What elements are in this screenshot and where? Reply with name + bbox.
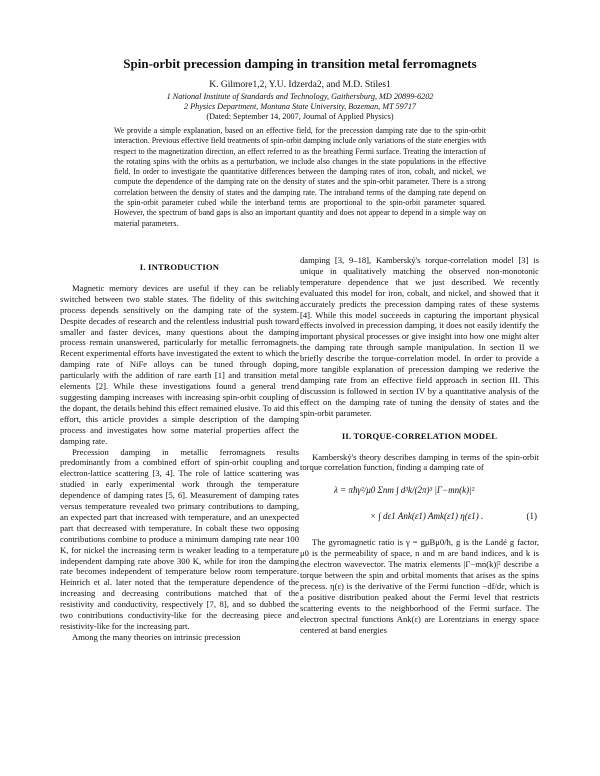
section-1-heading: I. INTRODUCTION: [139, 262, 220, 272]
affiliation-1: 1 National Institute of Standards and Technology, Gaithersburg, MD 20899-6202: [166, 92, 434, 101]
right-paragraph-1: damping [3, 9–18], Kamberský's torque-correlation model [3] is unique in qualitatively matching the observed non-monotonic temperature dependence that we just described. We recently evaluated this model for iron, cobalt, and nickel, and showed that it accurately predicts the precession damping rates of these systems [4]. While this model succeeds in capturing the important physical effects involved in precession damping, it does not easily identify the important physical processes or give insight into how one might alter the damping rate through sample manipulation. In section II we briefly describe the torque-correlation model. In order to provide a more tangible explanation of precession damping we rederive the damping rate from an effective field approach in section III. This discussion is followed in section IV by a quantitative analysis of the effect on the damping rate of tuning the density of states and the spin-orbit parameter.: [300, 255, 539, 418]
right-column: [300, 255, 539, 635]
right-paragraph-2: Kamberský's theory describes damping in terms of the spin-orbit torque correlation function, finding a damping rate of: [300, 451, 539, 473]
intro-paragraph-2: Precession damping in metallic ferromagnets results predominantly from a combined effort of spin-orbit coupling and electron-lattice scattering [3, 4]. The role of lattice scattering was studied in early experimental work through the temperature dependence of damping rates [5, 6]. Measurement of damping rates versus temperature revealed two primary contributions to damping, an expected part that increased with temperature, and an unexpected part that decreased with temperature. In cobalt these two opposing contributions combine to produce a minimum damping rate near 100 K, for nickel the increasing term is weaker leading to a temperature independent damping rate above 300 K, while for iron the damping rate becomes independent of temperature below room temperature. Heinrich et al. later noted that the temperature dependence of the increasing and decreasing contributions matched that of the resistivity and conductivity, respectively [7, 8], and so dubbed the two contributions conductivity-like for the decreasing piece and resistivity-like for the increasing part.: [60, 446, 299, 631]
section-2-heading: II. TORQUE-CORRELATION MODEL: [341, 430, 498, 441]
intro-paragraph-1: Magnetic memory devices are useful if they can be reliably switched between two stable states. The fidelity of this switching process depends sensitively on the damping rate of the system. Despite decades of research and the relentless industrial push toward smaller and faster devices, many questions about the damping process remain unanswered, particularly for metallic ferromagnets. Recent experimental efforts have investigated the extent to which the damping rate of NiFe alloys can be tuned through doping, particularly with the addition of rare earth [1] and transition metal elements [2]. While these investigations found a general trend suggesting damping increases with increasing spin-orbit coupling of the dopant, the details behind this effect remained elusive. To aid this effort, this article provides a simple description of the damping process and investigates how some material properties affect the damping rate.: [60, 282, 299, 446]
paper-title: Spin-orbit precession damping in transition metal ferromagnets: [123, 56, 477, 71]
left-column: [60, 262, 299, 643]
author-list: K. Gilmore1,2, Y.U. Idzerda2, and M.D. Stiles1: [209, 80, 391, 90]
equation-line-1: λ = πħγ²/μ0 Σnm ∫ d³k/(2π)³ |Γ−mn(k)|²: [334, 485, 475, 496]
equation-number: (1): [526, 511, 537, 522]
abstract: We provide a simple explanation, based on an effective field, for the precession damping rate due to the spin-orbit interaction. Previous effective field treatments of spin-orbit damping include only variations of the state energies with respect to the magnetization direction, an effect referred to as the breathing Fermi surface. Treating the interaction of the rotating spins with the orbits as a perturbation, we include also changes in the state populations in the effective field. In order to investigate the quantitative differences between the damping rates of iron, cobalt, and nickel, we compute the dependence of the damping rate on the density of states and the spin-orbit parameter. There is a strong correlation between the density of states and the damping rate. The intraband terms of the damping rate depend on the spin-orbit parameter cubed while the interband terms are proportional to the spin-orbit parameter squared. However, the spectrum of band gaps is also an important quantity and does not appear to depend in a simple way on material parameters.: [114, 126, 486, 228]
equation-line-2: × ∫ dε1 Ank(ε1) Amk(ε1) η(ε1) .: [370, 511, 484, 522]
intro-paragraph-3: Among the many theories on intrinsic precession: [72, 631, 241, 642]
right-paragraph-3: The gyromagnetic ratio is γ = gμBμ0/ħ, g is the Landé g factor, μ0 is the permeability of space, n and m are band indices, and k is the electron wavevector. The matrix elements |Γ−mn(k)|² describe a torque between the spin and orbital moments that arises as the spins precess. η(ε) is the derivative of the Fermi function −df/dε, which is a positive distribution peaked about the Fermi level that restricts scattering events to the neighborhood of the Fermi surface. The electron spectral functions Ank(ε) are Lorentzians in energy space centered at band energies: [300, 537, 539, 635]
affiliation-2: 2 Physics Department, Montana State University, Bozeman, MT 59717: [183, 102, 417, 111]
equation-1: [300, 477, 539, 531]
dated-line: (Dated: September 14, 2007, Journal of Applied Physics): [206, 112, 394, 121]
